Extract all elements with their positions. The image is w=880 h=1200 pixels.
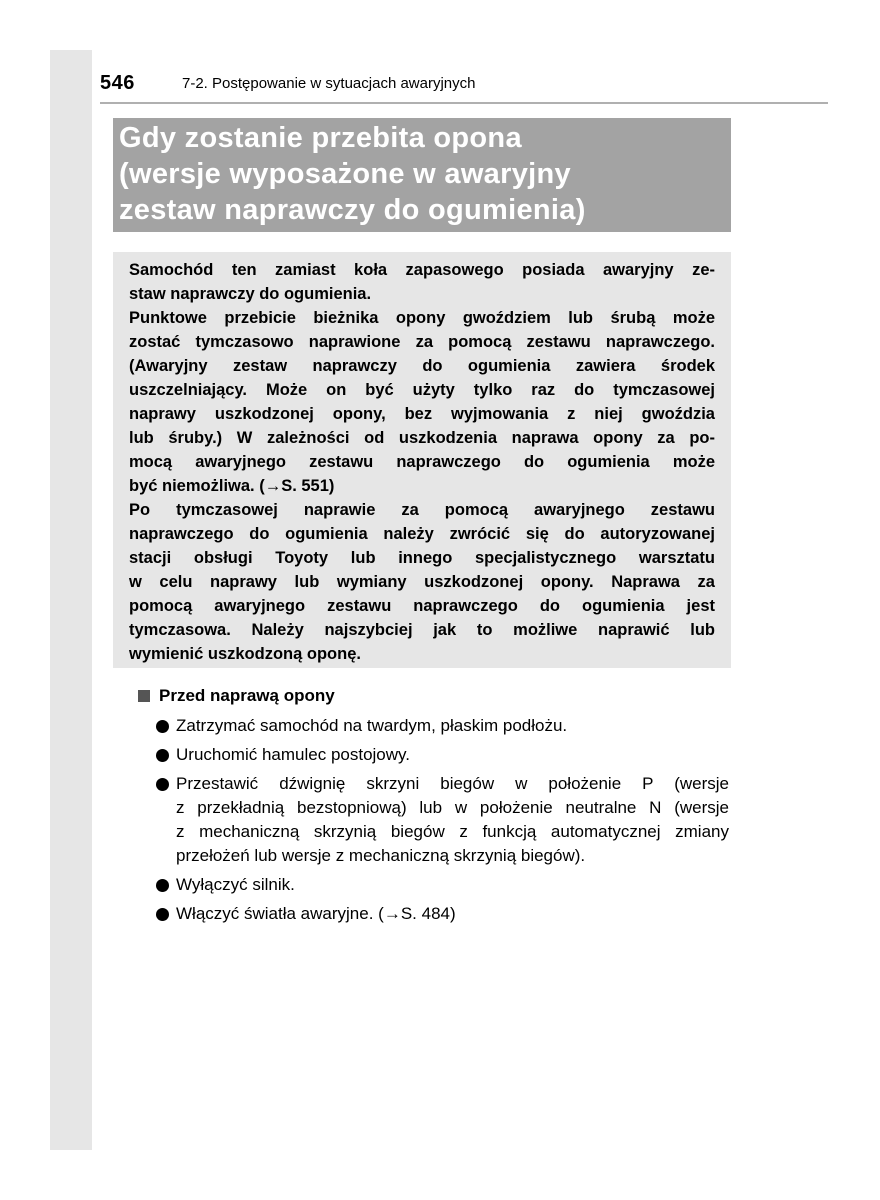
list-item-text: z mechaniczną skrzynią biegów z funkcją automatycznej zmiany [176,822,729,841]
chapter-title-box [113,118,731,232]
square-bullet-icon [138,690,150,702]
section-title: 7-2. Postępowanie w sytuacjach awaryjnych [182,75,476,92]
list-item [136,714,736,738]
info-line: stacji obsługi Toyoty lub innego specjalistycznego warsztatu [129,549,715,567]
info-line: naprawczego do ogumienia należy zwrócić się do autoryzowanej [129,525,715,543]
info-line: tymczasowa. Należy najszybciej jak to możliwe naprawić lub [129,621,715,639]
info-line: lub śruby.) W zależności od uszkodzenia naprawa opony za po- [129,429,715,447]
info-line: w celu naprawy lub wymiany uszkodzonej opony. Naprawa za [129,573,715,591]
info-line: uszczelniający. Może on być użyty tylko raz do tymczasowej [129,381,715,399]
subsection-heading-text: Przed naprawą opony [159,686,335,705]
bullet-dot-icon [156,749,169,762]
info-line: Samochód ten zamiast koła zapasowego posiada awaryjny ze- [129,261,715,279]
page-header [100,72,828,104]
info-line: zostać tymczasowo naprawione za pomocą zestawu naprawczego. [129,333,715,351]
info-line: wymienić uszkodzoną oponę. [129,645,361,663]
info-line: Po tymczasowej naprawie za pomocą awaryjnego zestawu [129,501,715,519]
list-item-text: Zatrzymać samochód na twardym, płaskim podłożu. [176,716,568,735]
info-line: naprawy uszkodzonej opony, bez wyjmowania z niej gwoździa [129,405,715,423]
bullet-dot-icon [156,908,169,921]
list-item [136,873,736,897]
list-item [136,902,736,926]
list-item-text: Przestawić dźwignię skrzyni biegów w położenie P (wersje [176,774,729,793]
title-line-2: (wersje wyposażone w awaryjny [119,158,571,190]
info-line: być niemożliwa. (→S. 551) [129,477,335,495]
side-tab-bar [50,50,92,1150]
list-item-text: Włączyć światła awaryjne. (→S. 484) [176,904,456,923]
list-item-text: Wyłączyć silnik. [176,875,295,894]
list-item-text: przełożeń lub wersje z mechaniczną skrzynią biegów). [176,846,586,865]
list-item-text: z przekładnią bezstopniową) lub w położenie neutralne N (wersje [176,798,729,817]
info-line: staw naprawczy do ogumienia. [129,285,372,303]
info-line: Punktowe przebicie bieżnika opony gwoździem lub śrubą może [129,309,715,327]
bullet-dot-icon [156,778,169,791]
info-line: pomocą awaryjnego zestawu naprawczego do ogumienia jest [129,597,715,615]
bullet-dot-icon [156,879,169,892]
page-number: 546 [100,72,135,94]
list-item [136,772,736,868]
list-item-text: Uruchomić hamulec postojowy. [176,745,410,764]
subsection-heading [136,684,736,708]
title-line-3: zestaw naprawczy do ogumienia) [119,194,586,226]
before-repair-section [136,684,736,931]
list-item [136,743,736,767]
info-line: (Awaryjny zestaw naprawczy do ogumienia zawiera środek [129,357,715,375]
title-line-1: Gdy zostanie przebita opona [119,122,522,154]
info-line: mocą awaryjnego zestawu naprawczego do ogumienia może [129,453,715,471]
bullet-dot-icon [156,720,169,733]
info-box [113,252,731,668]
